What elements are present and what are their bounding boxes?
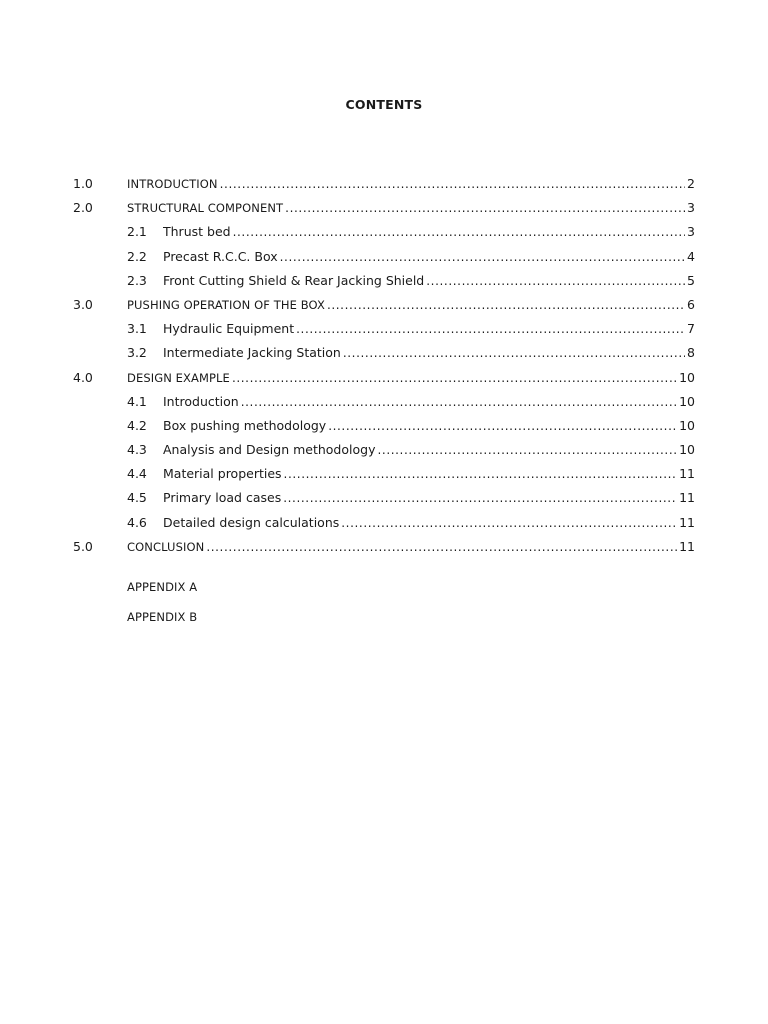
dot-leader [296,319,685,339]
dot-leader [232,368,677,388]
toc-entry-label: Introduction [163,393,239,409]
toc-entry-number: 4.3 [127,442,147,458]
appendix-a: APPENDIX A [127,580,198,594]
toc-entry-page: 10 [679,393,695,409]
dot-leader [285,198,685,218]
toc-entry-page: 3 [687,224,695,240]
toc-entry-line [127,174,695,194]
toc-entry-line [163,488,695,508]
toc-entry-number: 4.6 [127,514,147,530]
toc-entry-page: 4 [687,248,695,264]
toc-entry-number: 4.4 [127,466,147,482]
toc-entry-number: 2.1 [127,224,147,240]
toc-entry-label: Intermediate Jacking Station [163,345,341,361]
dot-leader [343,343,685,363]
toc-entry-page: 11 [679,538,695,554]
toc-entry-line [163,222,695,242]
toc-entry [0,271,768,295]
page-title: CONTENTS [345,97,423,112]
toc-entry [0,440,768,464]
toc-entry [0,198,768,222]
toc-entry-number: 2.3 [127,272,147,288]
toc-entry-label: Analysis and Design methodology [163,442,376,458]
toc-entry-line [163,513,695,533]
toc-entry-number: 2.2 [127,248,147,264]
toc-entry-line [163,271,695,291]
toc-entry [0,464,768,488]
dot-leader [328,416,677,436]
toc-entry [0,537,768,561]
toc-entry-label: DESIGN EXAMPLE [127,370,230,385]
toc-entry-page: 11 [679,514,695,530]
toc-entry-page: 10 [679,442,695,458]
toc-entry-line [163,392,695,412]
toc-entry-number: 3.0 [73,296,93,312]
toc-entry-number: 4.0 [73,369,93,385]
dot-leader [220,174,685,194]
dot-leader [206,537,677,557]
dot-leader [426,271,685,291]
toc-entry-label: Hydraulic Equipment [163,321,295,337]
toc-entry-page: 2 [687,176,695,191]
dot-leader [233,222,685,242]
toc-entry [0,392,768,416]
toc-entry [0,416,768,440]
toc-entry-line [163,440,695,460]
toc-entry-label: Material properties [163,466,282,482]
toc-entry-page: 6 [687,296,695,312]
toc-entry-label: Box pushing methodology [163,417,327,433]
toc-entry-line [127,198,695,218]
toc-entry-label: PUSHING OPERATION OF THE BOX [127,297,325,312]
toc-entry-page: 5 [687,272,695,288]
dot-leader [283,488,677,508]
dot-leader [284,464,678,484]
toc-entry [0,222,768,246]
toc-entry-page: 7 [687,321,695,337]
toc-entry-number: 4.2 [127,417,147,433]
toc-entry-number: 1.0 [73,176,93,191]
toc-entry-label: Thrust bed [163,224,231,240]
toc-entry [0,295,768,319]
toc-entry-page: 10 [679,417,695,433]
toc-entry [0,247,768,271]
toc-entry-label: Front Cutting Shield & Rear Jacking Shield [163,272,425,288]
toc-entry-label: Precast R.C.C. Box [163,248,278,264]
toc-entry-line [163,247,695,267]
dot-leader [327,295,685,315]
toc-entry-number: 5.0 [73,538,93,554]
toc-entry-number: 2.0 [73,200,93,216]
toc-entry-line [163,416,695,436]
toc-entry-number: 3.2 [127,345,147,361]
toc-entry-label: CONCLUSION [127,539,205,554]
toc-entry-page: 3 [687,200,695,216]
toc-entry-page: 11 [679,466,695,482]
table-of-contents [0,174,768,561]
toc-entry-label: Detailed design calculations [163,514,340,530]
toc-entry [0,174,768,198]
dot-leader [341,513,677,533]
dot-leader [241,392,677,412]
toc-entry-line [127,537,695,557]
toc-entry-line [127,295,695,315]
toc-entry [0,513,768,537]
toc-entry-label: STRUCTURAL COMPONENT [127,201,284,216]
appendix-b: APPENDIX B [127,610,198,624]
toc-entry-line [127,368,695,388]
toc-entry-line [163,319,695,339]
toc-entry-page: 11 [679,490,695,506]
toc-entry-line [163,343,695,363]
toc-entry-number: 4.1 [127,393,147,409]
toc-entry-label: Primary load cases [163,490,282,506]
toc-entry-page: 10 [679,369,695,385]
dot-leader [280,247,685,267]
toc-entry [0,319,768,343]
toc-entry-page: 8 [687,345,695,361]
toc-entry [0,343,768,367]
toc-entry-line [163,464,695,484]
toc-entry-number: 4.5 [127,490,147,506]
dot-leader [377,440,677,460]
toc-entry-label: INTRODUCTION [127,177,218,191]
toc-entry [0,488,768,512]
toc-entry [0,368,768,392]
toc-entry-number: 3.1 [127,321,147,337]
